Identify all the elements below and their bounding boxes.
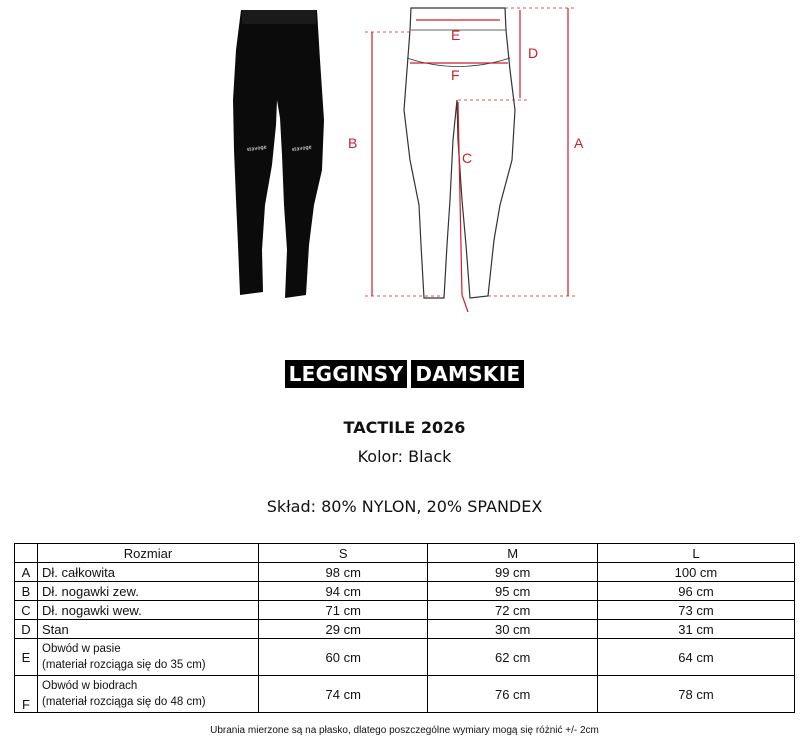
page-title — [0, 360, 809, 388]
cell-m: 62 cm — [428, 639, 597, 676]
cell-s: 94 cm — [259, 582, 428, 601]
leggings-photo — [233, 10, 324, 298]
header-m: M — [428, 544, 597, 563]
row-letter: B — [15, 582, 38, 601]
table-header-row — [15, 544, 795, 563]
row-name-with-note — [38, 676, 259, 713]
table-row — [15, 639, 795, 676]
header-rozmiar: Rozmiar — [38, 544, 259, 563]
table-row — [15, 582, 795, 601]
color-line: Kolor: Black — [357, 447, 452, 466]
cell-m: 30 cm — [428, 620, 597, 639]
cell-m: 76 cm — [428, 676, 597, 713]
title-word-1: LEGGINSY — [285, 360, 408, 388]
table-row — [15, 601, 795, 620]
row-name: Obwód w pasie — [42, 643, 121, 655]
label-c: C — [462, 150, 473, 166]
row-letter: A — [15, 563, 38, 582]
cell-s: 60 cm — [259, 639, 428, 676]
label-f: F — [451, 67, 460, 83]
cell-l: 64 cm — [597, 639, 794, 676]
row-name-with-note — [38, 639, 259, 676]
row-note: (materiał rozciąga się do 35 cm) — [42, 659, 206, 671]
cell-m: 72 cm — [428, 601, 597, 620]
row-name: Dł. nogawki wew. — [38, 601, 259, 620]
cell-l: 73 cm — [597, 601, 794, 620]
header-s: S — [259, 544, 428, 563]
row-name: Stan — [38, 620, 259, 639]
cell-s: 71 cm — [259, 601, 428, 620]
header-l: L — [597, 544, 794, 563]
row-letter: F — [15, 676, 38, 713]
brand-print-left: stavoge — [246, 144, 268, 154]
cell-l: 96 cm — [597, 582, 794, 601]
row-name: Dł. całkowita — [38, 563, 259, 582]
row-name: Obwód w biodrach — [42, 680, 138, 692]
row-letter: C — [15, 601, 38, 620]
header-letter — [15, 544, 38, 563]
cell-s: 74 cm — [259, 676, 428, 713]
table-row — [15, 563, 795, 582]
cell-l: 78 cm — [597, 676, 794, 713]
label-e: E — [451, 27, 461, 43]
composition-line: Skład: 80% NYLON, 20% SPANDEX — [266, 497, 543, 516]
footnote: Ubrania mierzone są na płasko, dlatego poszczególne wymiary mogą się różnić +/- 2cm — [210, 725, 599, 736]
table-row — [15, 676, 795, 713]
brand-print-right: stavoge — [291, 144, 313, 154]
cell-m: 99 cm — [428, 563, 597, 582]
title-word-2: DAMSKIE — [411, 360, 524, 388]
row-name: Dł. nogawki zew. — [38, 582, 259, 601]
product-illustration — [0, 0, 809, 330]
cell-s: 98 cm — [259, 563, 428, 582]
table-row — [15, 620, 795, 639]
measurement-lines — [348, 8, 584, 312]
cell-s: 29 cm — [259, 620, 428, 639]
size-table — [14, 543, 795, 713]
label-d: D — [528, 45, 539, 61]
row-note: (materiał rozciąga się do 48 cm) — [42, 696, 206, 708]
row-letter: D — [15, 620, 38, 639]
label-a: A — [574, 135, 584, 151]
cell-l: 31 cm — [597, 620, 794, 639]
row-letter: E — [15, 639, 38, 676]
model-name: TACTILE 2026 — [343, 418, 466, 437]
label-b: B — [348, 135, 358, 151]
cell-l: 100 cm — [597, 563, 794, 582]
cell-m: 95 cm — [428, 582, 597, 601]
